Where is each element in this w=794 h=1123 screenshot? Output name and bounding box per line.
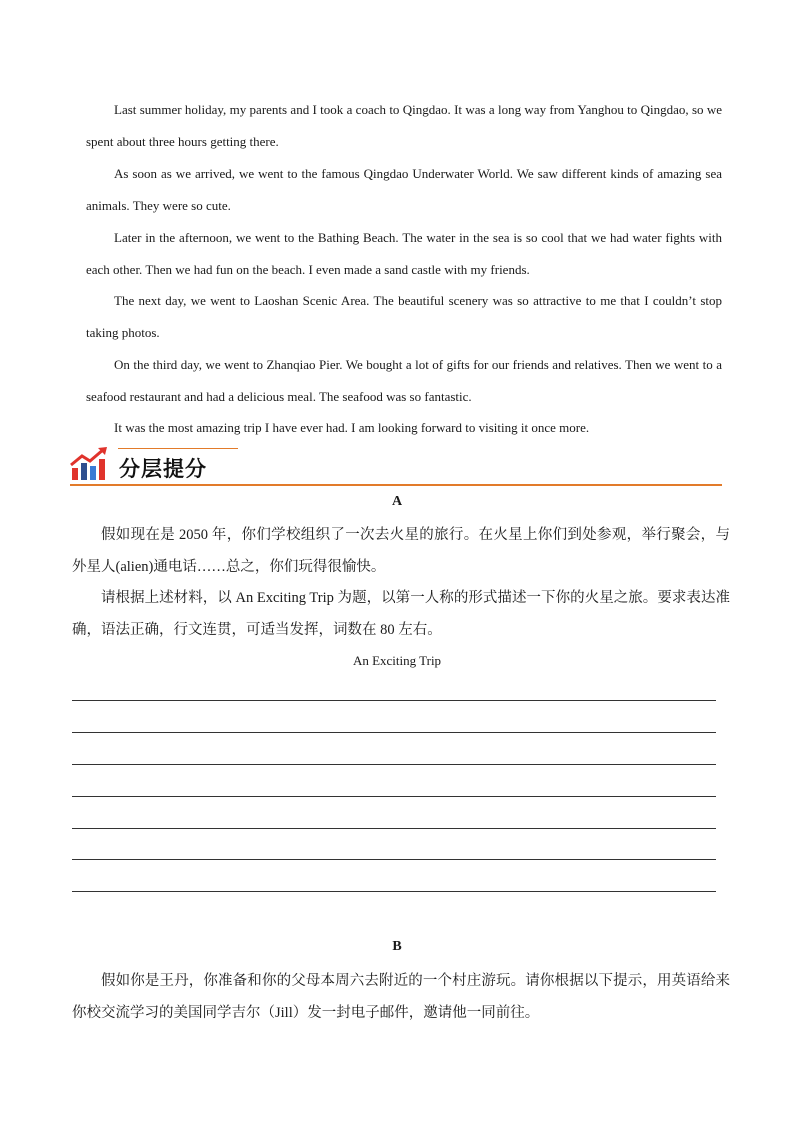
answer-line[interactable] xyxy=(72,732,716,733)
task-a-paragraph-1: 假如现在是 2050 年，你们学校组织了一次去火星的旅行。在火星上你们到处参观，举行聚会，与外星人(alien)通电话……总之，你们玩得很愉快。 xyxy=(72,527,730,575)
essay-paragraph-1: Last summer holiday, my parents and I took a coach to Qingdao. It was a long way from Yanghou to Qingdao, so we spent about three hours getting there. xyxy=(86,102,722,149)
task-a-paragraph-2: 请根据上述材料，以 An Exciting Trip 为题，以第一人称的形式描述一下你的火星之旅。要求表达准确，语法正确，行文连贯，可适当发挥，词数在 80 左右。 xyxy=(72,590,730,638)
answer-line[interactable] xyxy=(72,764,716,765)
essay-paragraph-6: It was the most amazing trip I have ever had. I am looking forward to visiting it once more. xyxy=(114,420,590,435)
task-b-label: B xyxy=(392,939,402,954)
answer-line[interactable] xyxy=(72,891,716,892)
essay-paragraph-3: Later in the afternoon, we went to the Bathing Beach. The water in the sea is so cool that we had water fights with each other. Then we had fun on the beach. I even made a sand castle with my friends. xyxy=(86,230,722,277)
answer-line[interactable] xyxy=(72,859,716,860)
task-b-paragraph-1: 假如你是王丹，你准备和你的父母本周六去附近的一个村庄游玩。请你根据以下提示，用英语给来你校交流学习的美国同学吉尔（Jill）发一封电子邮件，邀请他一同前往。 xyxy=(72,973,730,1021)
growth-chart-icon xyxy=(70,446,110,482)
essay-paragraph-4: The next day, we went to Laoshan Scenic Area. The beautiful scenery was so attractive to me that I couldn’t stop taking photos. xyxy=(86,293,722,340)
essay-paragraph-5: On the third day, we went to Zhanqiao Pier. We bought a lot of gifts for our friends and relatives. Then we went to a seafood restaurant and had a delicious meal. The seafood was so fantastic. xyxy=(86,357,722,404)
section-divider xyxy=(70,484,722,486)
answer-line[interactable] xyxy=(72,828,716,829)
section-header-topline xyxy=(118,448,238,449)
section-title: 分层提分 xyxy=(119,457,207,481)
essay-title: An Exciting Trip xyxy=(352,653,442,668)
essay-paragraph-2: As soon as we arrived, we went to the famous Qingdao Underwater World. We saw different kinds of amazing sea animals. They were so cute. xyxy=(86,166,722,213)
task-a-label: A xyxy=(391,494,403,509)
answer-line[interactable] xyxy=(72,796,716,797)
answer-line[interactable] xyxy=(72,700,716,701)
section-header xyxy=(70,444,722,486)
